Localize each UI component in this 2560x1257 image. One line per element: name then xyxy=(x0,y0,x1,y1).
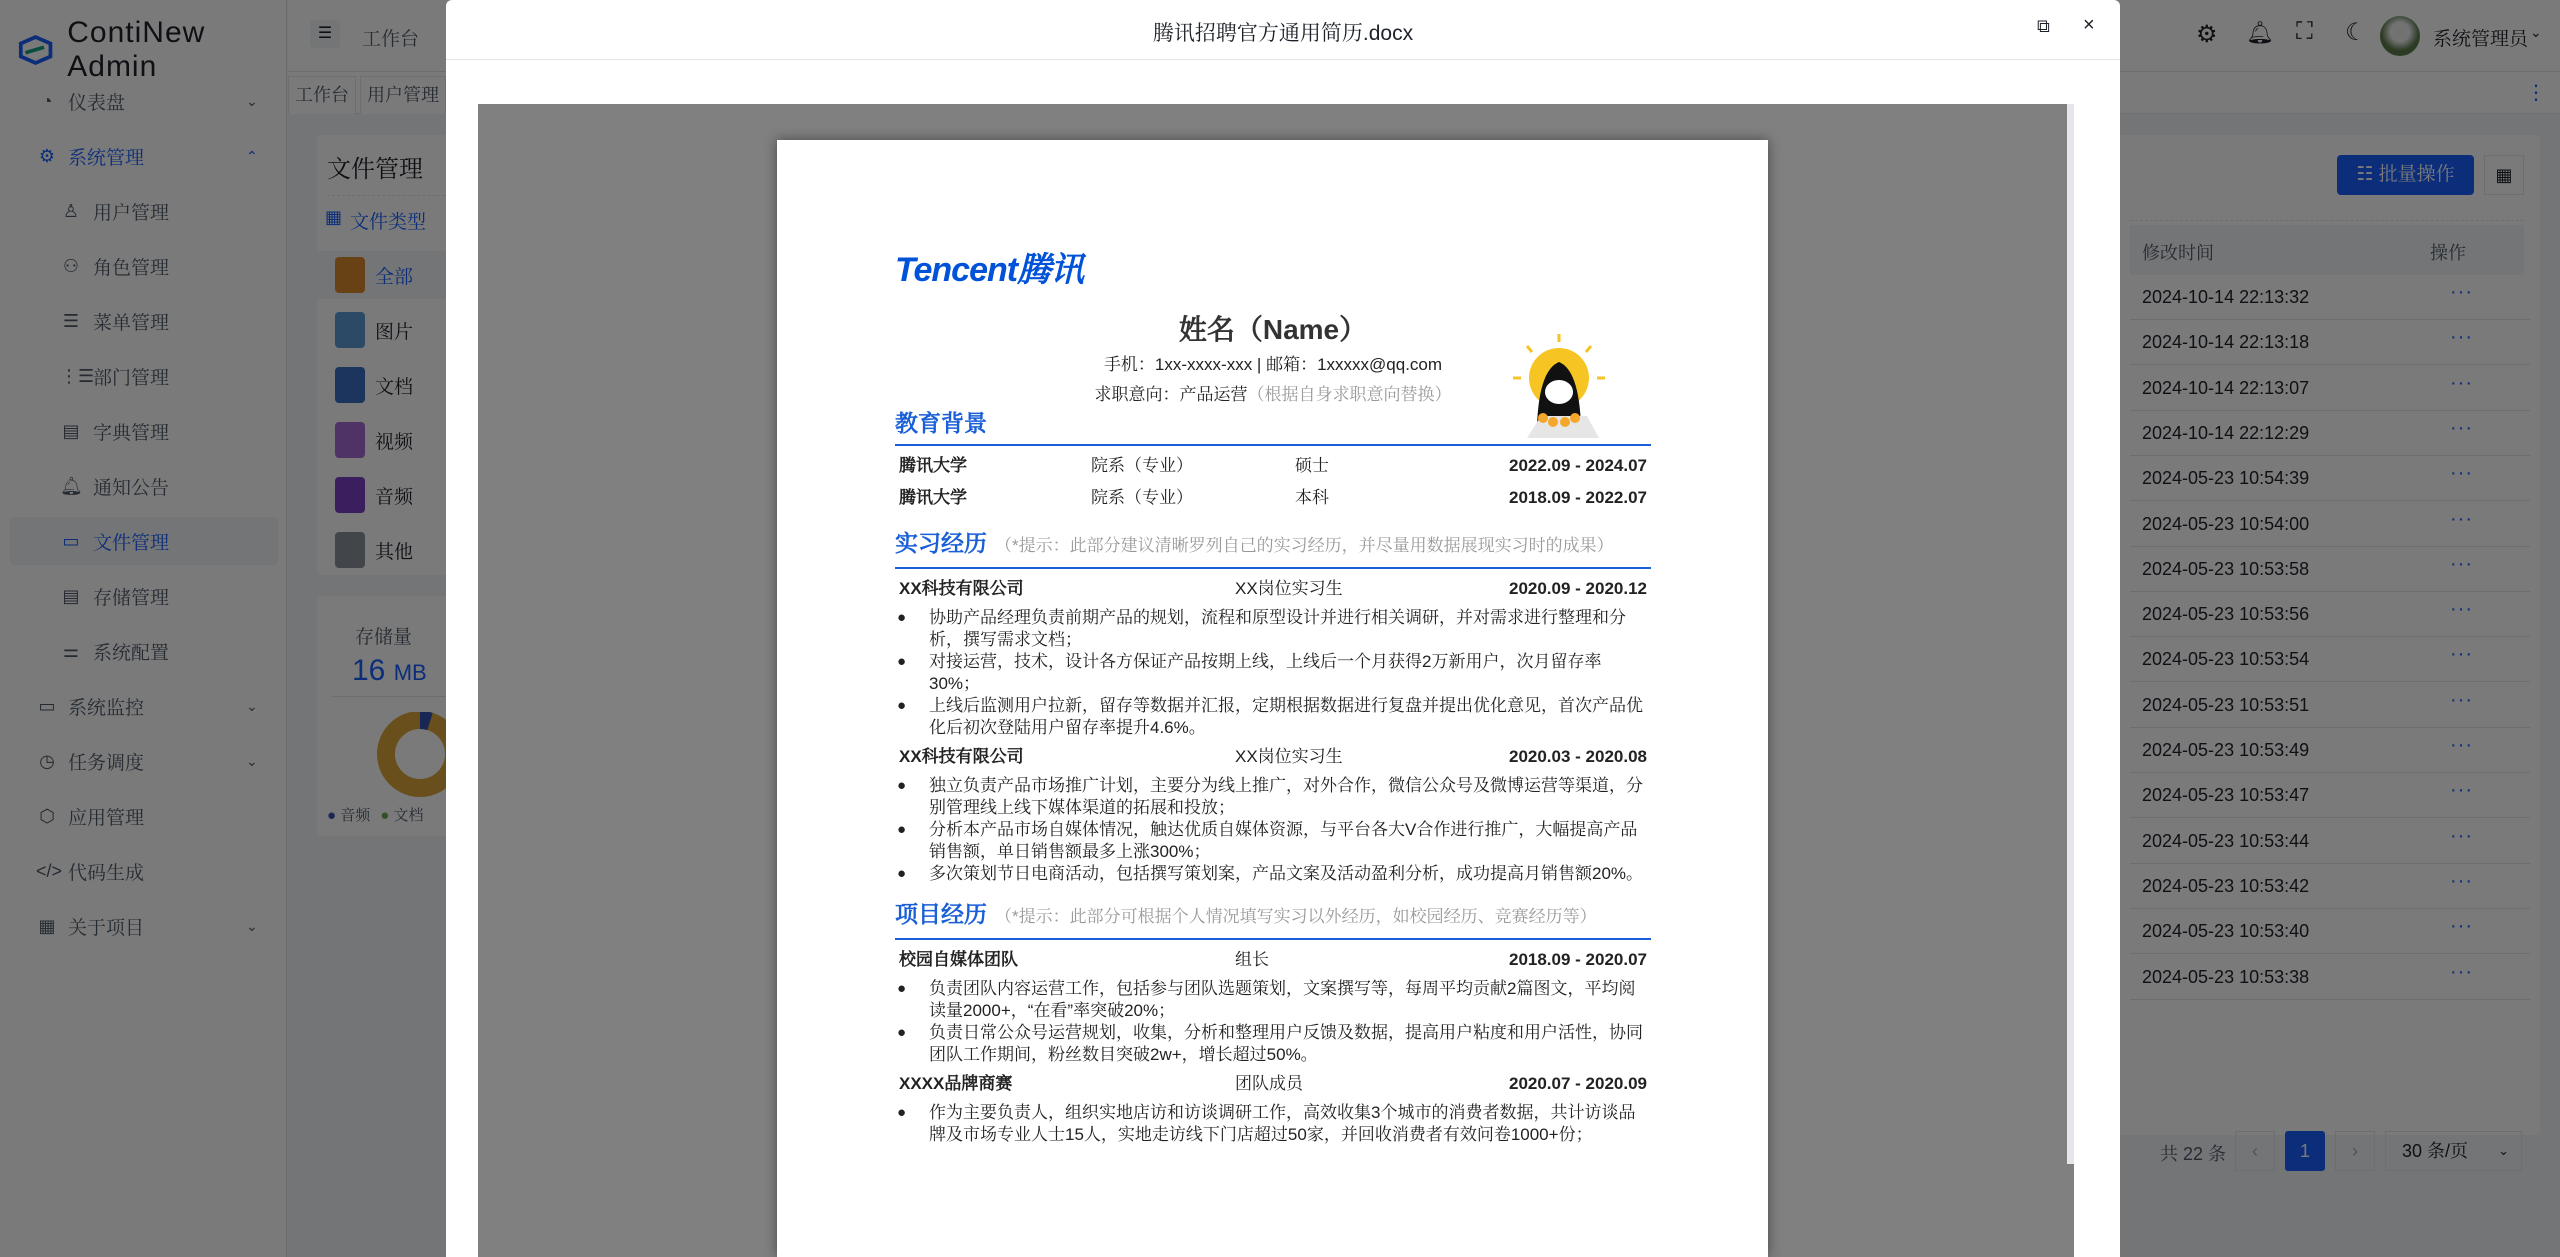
tab-workbench[interactable]: 工作台 xyxy=(288,76,356,114)
user-icon: ♙ xyxy=(62,200,80,221)
viewer-scrollbar[interactable] xyxy=(2067,104,2074,1164)
table-row[interactable] xyxy=(2130,909,2530,954)
donut-slice-main xyxy=(386,720,454,788)
avatar[interactable] xyxy=(2380,16,2420,56)
settings-icon[interactable]: ⚙ xyxy=(2196,21,2218,48)
department: 院系（专业） xyxy=(1091,456,1193,475)
file-type-label: 文档 xyxy=(375,376,414,398)
sidebar-item-label: 系统管理 xyxy=(68,147,145,169)
table-row[interactable] xyxy=(2130,592,2530,637)
more-actions-button[interactable]: ··· xyxy=(2450,779,2473,802)
more-actions-button[interactable]: ··· xyxy=(2450,869,2473,892)
sidebar-item-3[interactable] xyxy=(10,242,278,290)
modified-time-cell: 2024-05-23 10:53:51 xyxy=(2142,694,2310,715)
modified-time-cell: 2024-05-23 10:53:38 xyxy=(2142,966,2310,987)
bullet-item: ● 分析本产品市场自媒体情况，触达优质自媒体资源，与平台各大V合作进行推广，大幅提高产品销售额，单日销售额最多上涨300%； xyxy=(895,819,1651,863)
more-actions-button[interactable]: ··· xyxy=(2450,281,2473,303)
date-range: 2018.09 - 2020.07 xyxy=(1508,950,1647,969)
sidebar-item-14[interactable] xyxy=(10,847,278,895)
resume-intention xyxy=(895,384,1651,406)
sidebar-item-9[interactable] xyxy=(10,572,278,620)
date-range: 2020.03 - 2020.08 xyxy=(1508,747,1647,766)
bell-icon[interactable]: 🔔︎ xyxy=(2246,20,2274,45)
monitor-icon: ▭ xyxy=(38,695,56,716)
apps-icon: ▦ xyxy=(38,915,56,936)
page-1-button[interactable]: 1 xyxy=(2285,1131,2325,1171)
users-icon: ⚇ xyxy=(62,255,80,276)
more-actions-button[interactable]: ··· xyxy=(2450,915,2473,938)
modified-time-cell: 2024-05-23 10:53:54 xyxy=(2142,649,2310,670)
modified-time-cell: 2024-10-14 22:13:07 xyxy=(2142,377,2310,398)
section-title-education: 教育背景 xyxy=(895,410,987,436)
sidebar-item-7[interactable] xyxy=(10,462,278,510)
bullet-item: ● 负责团队内容运营工作，包括参与团队选题策划，文案撰写等，每周平均贡献2篇图文，平均阅读量2000+，“在看”率突破20%； xyxy=(895,978,1651,1022)
more-actions-button[interactable]: ··· xyxy=(2450,598,2473,621)
more-actions-button[interactable]: ··· xyxy=(2450,371,2473,394)
box-icon: ⬡ xyxy=(39,805,55,826)
sidebar-item-1[interactable] xyxy=(10,132,278,180)
sidebar-item-6[interactable] xyxy=(10,407,278,455)
modified-time-cell: 2024-05-23 10:53:40 xyxy=(2142,921,2310,942)
app-logo[interactable] xyxy=(18,16,286,84)
file-icon: ▭ xyxy=(62,530,80,551)
section-hint: （*提示：此部分可根据个人情况填写实习以外经历，如校园经历、竞赛经历等） xyxy=(995,907,1597,926)
table-row[interactable] xyxy=(2130,683,2530,728)
more-actions-button[interactable]: ··· xyxy=(2450,507,2473,530)
dashboard-icon: ◔ xyxy=(41,90,53,111)
column-modified-time[interactable]: 修改时间 xyxy=(2142,243,2214,263)
sidebar xyxy=(0,0,287,1257)
sidebar-item-label: 用户管理 xyxy=(93,202,170,224)
file-type-icon xyxy=(335,532,365,568)
table-row[interactable] xyxy=(2130,411,2530,456)
logo-icon xyxy=(18,34,53,66)
date-range: 2020.07 - 2020.09 xyxy=(1508,1074,1647,1093)
code-icon: </> xyxy=(36,860,63,881)
legend-document[interactable]: ● 文档 xyxy=(380,807,424,824)
sidebar-item-label: 代码生成 xyxy=(68,862,145,884)
sidebar-item-label: 存储管理 xyxy=(93,587,170,609)
modified-time-cell: 2024-05-23 10:54:39 xyxy=(2142,468,2310,489)
chevron-down-icon: ⌄ xyxy=(246,752,258,769)
modified-time-cell: 2024-05-23 10:54:00 xyxy=(2142,513,2310,534)
storage-value xyxy=(352,654,427,688)
sidebar-item-label: 字典管理 xyxy=(93,422,170,444)
role: XX岗位实习生 xyxy=(1235,579,1343,598)
section-title: 项目经历 （*提示：此部分可根据个人情况填写实习以外经历，如校园经历、竞赛经历等） xyxy=(895,901,1597,927)
open-external-icon[interactable]: ⧉ xyxy=(2037,16,2050,36)
more-actions-button[interactable]: ··· xyxy=(2450,960,2473,983)
school: 腾讯大学 xyxy=(899,488,967,507)
experience-entry-header xyxy=(895,741,1651,773)
date-range: 2020.09 - 2020.12 xyxy=(1508,579,1647,598)
bullet-item: ● 作为主要负责人，组织实地店访和访谈调研工作，高效收集3个城市的消费者数据，共计访谈品牌及市场专业人士15人，实地走访线下门店超过50家，并回收消费者有效问卷1000+份； xyxy=(895,1102,1651,1146)
storage-number: 16 xyxy=(352,654,386,687)
collapse-menu-icon[interactable]: ☰ xyxy=(310,20,340,48)
organization: 校园自媒体团队 xyxy=(899,950,1018,969)
table-row[interactable] xyxy=(2130,366,2530,411)
bullet-item: ● 对接运营，技术，设计各方保证产品按期上线，上线后一个月获得2万新用户，次月留存率30%； xyxy=(895,651,1651,695)
date-range: 2022.09 - 2024.07 xyxy=(1508,456,1647,475)
clock-icon: ◷ xyxy=(39,750,55,771)
sidebar-item-5[interactable] xyxy=(10,352,278,400)
file-type-icon xyxy=(335,477,365,513)
sidebar-item-2[interactable] xyxy=(10,187,278,235)
modified-time-cell: 2024-05-23 10:53:58 xyxy=(2142,558,2310,579)
table-header xyxy=(2130,225,2524,275)
sidebar-item-label: 仪表盘 xyxy=(68,92,126,114)
fullscreen-icon[interactable]: ⛶ xyxy=(2296,18,2313,45)
file-type-label: 全部 xyxy=(375,266,414,288)
more-actions-button[interactable]: ··· xyxy=(2450,552,2473,575)
bullet-item: ● 独立负责产品市场推广计划，主要分为线上推广，对外合作，微信公众号及微博运营等渠道，分别管理线上线下媒体渠道的拓展和投放； xyxy=(895,775,1651,819)
education-row xyxy=(895,482,1651,514)
prev-page-button[interactable]: ‹ xyxy=(2235,1131,2275,1171)
chevron-down-icon: ⌄ xyxy=(246,917,258,934)
resume-content xyxy=(895,252,1651,1146)
experience-entry-header xyxy=(895,944,1651,976)
close-icon[interactable]: × xyxy=(2083,14,2095,36)
more-actions-button[interactable]: ··· xyxy=(2450,824,2473,847)
chart-legend xyxy=(327,804,424,825)
app-name: ContiNew Admin xyxy=(67,16,206,83)
more-actions-button[interactable]: ··· xyxy=(2450,416,2473,439)
chevron-down-icon: ⌄ xyxy=(2498,1143,2509,1158)
sliders-icon: ⚌ xyxy=(62,640,80,661)
dictionary-icon: ▤ xyxy=(62,420,80,441)
school: 腾讯大学 xyxy=(899,456,967,475)
more-actions-button[interactable]: ··· xyxy=(2450,643,2473,666)
file-types-header: 文件类型 xyxy=(350,212,427,233)
storage-unit: MB xyxy=(393,660,427,685)
degree: 硕士 xyxy=(1295,456,1329,475)
section-title: 实习经历 （*提示：此部分建议清晰罗列自己的实习经历，并尽量用数据展现实习时的成果） xyxy=(895,530,1614,556)
organization: XX科技有限公司 xyxy=(899,579,1024,598)
resume-contact: 手机：1xx-xxxx-xxx | 邮箱：1xxxxx@qq.com xyxy=(1103,355,1443,374)
sidebar-item-4[interactable] xyxy=(10,297,278,345)
bullet-item: ● 协助产品经理负责前期产品的规划，流程和原型设计并进行相关调研，并对需求进行整理和分析，撰写需求文档； xyxy=(895,607,1651,651)
more-tabs-icon[interactable]: ⋮ xyxy=(2526,82,2546,104)
more-actions-button[interactable]: ··· xyxy=(2450,462,2473,485)
role: 团队成员 xyxy=(1235,1074,1303,1093)
tencent-logo: Tencent腾讯 xyxy=(895,251,1084,289)
table-row[interactable] xyxy=(2130,502,2530,547)
table-row[interactable] xyxy=(2130,547,2530,592)
modified-time-cell: 2024-10-14 22:13:32 xyxy=(2142,287,2310,307)
sidebar-item-label: 关于项目 xyxy=(68,917,145,939)
sidebar-item-label: 应用管理 xyxy=(68,807,145,829)
tab-user-management[interactable]: 用户管理 xyxy=(360,76,446,114)
table-row[interactable] xyxy=(2130,773,2530,818)
sidebar-item-label: 部门管理 xyxy=(93,367,170,389)
more-actions-button[interactable]: ··· xyxy=(2450,734,2473,756)
pagination xyxy=(2160,1131,2540,1171)
chevron-down-icon: ⌄ xyxy=(246,697,258,714)
modified-time-cell: 2024-05-23 10:53:47 xyxy=(2142,785,2310,806)
grid-icon: ▦ xyxy=(325,207,343,227)
table-row[interactable] xyxy=(2130,320,2530,365)
legend-audio[interactable]: ● 音频 xyxy=(327,807,371,824)
page-size-select[interactable]: 30 条/页 ⌄ xyxy=(2385,1131,2522,1171)
user-name[interactable]: 系统管理员 xyxy=(2433,29,2529,50)
resume-name: 姓名（Name） xyxy=(1178,314,1368,345)
donut-slice-audio xyxy=(420,720,430,722)
table-row[interactable] xyxy=(2130,819,2530,864)
sidebar-item-label: 角色管理 xyxy=(93,257,170,279)
next-page-button[interactable]: › xyxy=(2335,1131,2375,1171)
table-row[interactable] xyxy=(2130,456,2530,501)
table-row[interactable] xyxy=(2130,728,2530,773)
intention-hint: （根据自身求职意向替换） xyxy=(1247,385,1452,404)
sidebar-item-label: 菜单管理 xyxy=(93,312,170,334)
table-row[interactable] xyxy=(2130,955,2530,1000)
organization: XXXX品牌商赛 xyxy=(899,1074,1013,1093)
file-preview-modal xyxy=(446,0,2120,1257)
storage-icon: ▤ xyxy=(62,585,80,606)
pagination-total: 共 22 条 xyxy=(2160,1144,2227,1164)
column-actions: 操作 xyxy=(2430,243,2466,263)
sidebar-item-15[interactable] xyxy=(10,902,278,950)
sidebar-item-12[interactable] xyxy=(10,737,278,785)
sidebar-item-label: 系统配置 xyxy=(93,642,170,664)
date-range: 2018.09 - 2022.07 xyxy=(1508,488,1647,507)
dark-mode-moon-icon[interactable]: ☾ xyxy=(2345,19,2367,46)
sidebar-item-11[interactable] xyxy=(10,682,278,730)
file-type-icon xyxy=(335,422,365,458)
modified-time-cell: 2024-05-23 10:53:49 xyxy=(2142,740,2310,760)
gear-icon: ⚙ xyxy=(38,145,56,166)
menu-icon: ☰ xyxy=(62,310,80,331)
more-actions-button[interactable]: ··· xyxy=(2450,326,2473,349)
section-hint: （*提示：此部分建议清晰罗列自己的实习经历，并尽量用数据展现实习时的成果） xyxy=(995,536,1614,555)
experience-entry-header xyxy=(895,573,1651,605)
sidebar-item-label: 系统监控 xyxy=(68,697,145,719)
experience-entry-header xyxy=(895,1068,1651,1100)
modified-time-cell: 2024-05-23 10:53:42 xyxy=(2142,875,2310,896)
modified-time-cell: 2024-05-23 10:53:56 xyxy=(2142,604,2310,625)
document-viewer xyxy=(478,104,2074,1257)
file-type-icon xyxy=(335,257,365,293)
table-row[interactable] xyxy=(2130,864,2530,909)
view-toggle-grid-icon[interactable]: ▦ xyxy=(2484,155,2524,195)
bullet-item: ● 多次策划节日电商活动，包括撰写策划案，产品文案及活动盈利分析，成功提高月销售额20%。 xyxy=(895,863,1651,885)
modified-time-cell: 2024-05-23 10:53:44 xyxy=(2142,830,2310,851)
modified-time-cell: 2024-10-14 22:12:29 xyxy=(2142,422,2310,443)
bullet-item: ● 上线后监测用户拉新，留存等数据并汇报，定期根据数据进行复盘并提出优化意见，首次产品优化后初次登陆用户留存率提升4.6%。 xyxy=(895,695,1651,739)
role: XX岗位实习生 xyxy=(1235,747,1343,766)
degree: 本科 xyxy=(1295,488,1329,507)
file-type-label: 图片 xyxy=(375,321,414,343)
breadcrumb[interactable]: 工作台 xyxy=(362,29,420,50)
modified-time-cell: 2024-10-14 22:13:18 xyxy=(2142,332,2310,353)
storage-label: 存储量 xyxy=(355,627,413,648)
document-page xyxy=(777,140,1768,1257)
file-type-icon xyxy=(335,367,365,403)
table-row[interactable] xyxy=(2130,637,2530,682)
organization: XX科技有限公司 xyxy=(899,747,1024,766)
sidebar-item-label: 任务调度 xyxy=(68,752,145,774)
sidebar-item-10[interactable] xyxy=(10,627,278,675)
intention-text: 求职意向：产品运营 xyxy=(1094,385,1248,404)
batch-operation-button[interactable]: ☷ 批量操作 xyxy=(2337,155,2474,195)
checklist-icon: ☷ xyxy=(2356,164,2374,185)
department: 院系（专业） xyxy=(1091,488,1193,507)
education-row xyxy=(895,450,1651,482)
page-title: 文件管理 xyxy=(327,156,423,183)
sidebar-item-8[interactable] xyxy=(10,517,278,565)
table-row[interactable] xyxy=(2130,275,2530,320)
sidebar-item-0[interactable] xyxy=(10,77,278,125)
list-tree-icon: ⋮☰ xyxy=(60,365,95,386)
more-actions-button[interactable]: ··· xyxy=(2450,688,2473,711)
file-type-label: 音频 xyxy=(375,486,414,508)
chevron-up-icon: ⌃ xyxy=(246,147,258,164)
chevron-down-icon: ⌄ xyxy=(246,92,258,109)
file-type-icon xyxy=(335,312,365,348)
modal-title: 腾讯招聘官方通用简历.docx xyxy=(1152,22,1414,45)
bell-icon: 🔔︎ xyxy=(60,475,83,496)
sidebar-item-label: 通知公告 xyxy=(93,477,170,499)
file-type-label: 视频 xyxy=(375,431,414,453)
sidebar-item-label: 文件管理 xyxy=(93,532,170,554)
file-type-label: 其他 xyxy=(375,541,414,563)
chevron-down-icon[interactable]: ⌄ xyxy=(2530,24,2542,40)
sidebar-item-13[interactable] xyxy=(10,792,278,840)
role: 组长 xyxy=(1235,950,1269,969)
bullet-item: ● 负责日常公众号运营规划，收集，分析和整理用户反馈及数据，提高用户粘度和用户活性，协同团队工作期间，粉丝数目突破2w+，增长超过50%。 xyxy=(895,1022,1651,1066)
